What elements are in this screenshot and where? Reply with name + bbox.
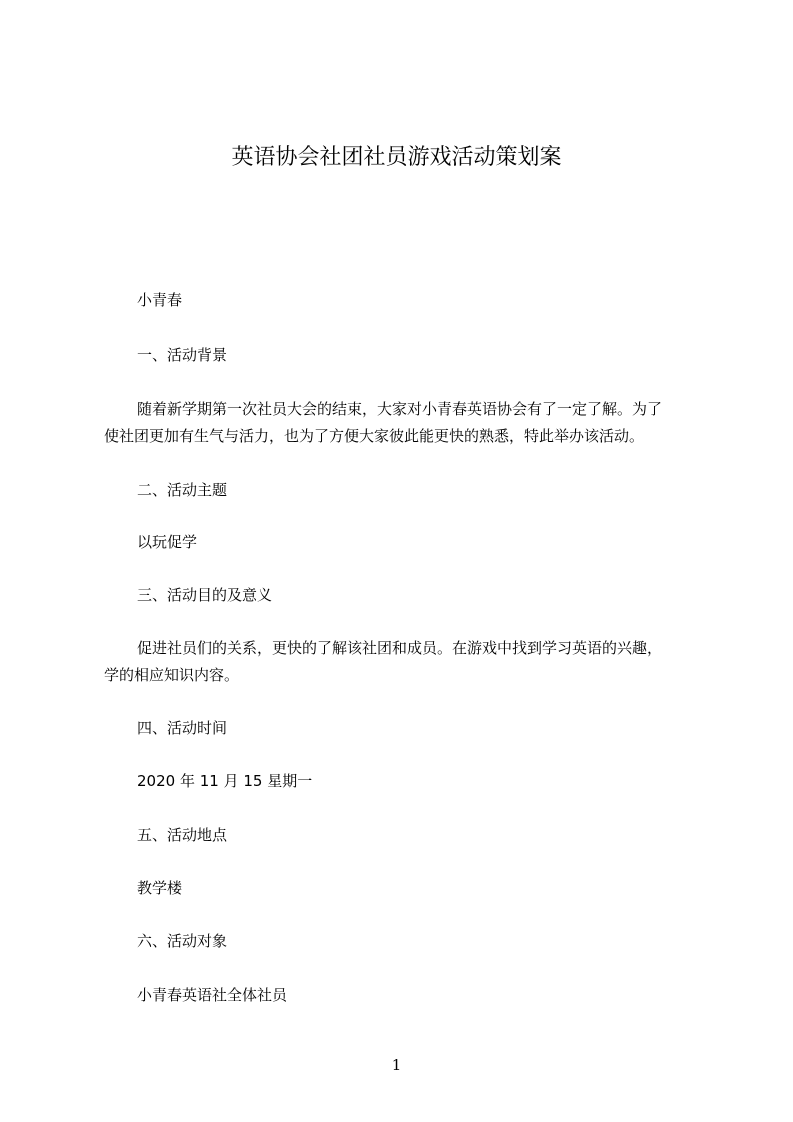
audience-content: 小青春英语社全体社员 bbox=[137, 986, 288, 1004]
background-paragraph-line-2: 使社团更加有生气与活力，也为了方便大家彼此能更快的熟悉，特此举办该活动。 bbox=[104, 427, 645, 445]
location-content: 教学楼 bbox=[137, 879, 183, 897]
section-heading-background: 一、活动背景 bbox=[137, 346, 228, 364]
section-heading-purpose: 三、活动目的及意义 bbox=[137, 586, 273, 604]
section-heading-location: 五、活动地点 bbox=[137, 826, 228, 844]
section-heading-theme: 二、活动主题 bbox=[137, 481, 228, 499]
author-name: 小青春 bbox=[137, 291, 183, 309]
theme-content: 以玩促学 bbox=[137, 533, 198, 551]
section-heading-audience: 六、活动对象 bbox=[137, 932, 228, 950]
section-heading-time: 四、活动时间 bbox=[137, 719, 228, 737]
document-title: 英语协会社团社员游戏活动策划案 bbox=[231, 145, 562, 170]
page-number: 1 bbox=[391, 1056, 402, 1074]
background-paragraph-line-1: 随着新学期第一次社员大会的结束，大家对小青春英语协会有了一定了解。为了 bbox=[137, 400, 663, 418]
purpose-paragraph-line-2: 学的相应知识内容。 bbox=[104, 666, 240, 684]
purpose-paragraph-line-1: 促进社员们的关系，更快的了解该社团和成员。在游戏中找到学习英语的兴趣， bbox=[137, 639, 663, 657]
time-content: 2020 年 11 月 15 星期一 bbox=[137, 772, 313, 790]
